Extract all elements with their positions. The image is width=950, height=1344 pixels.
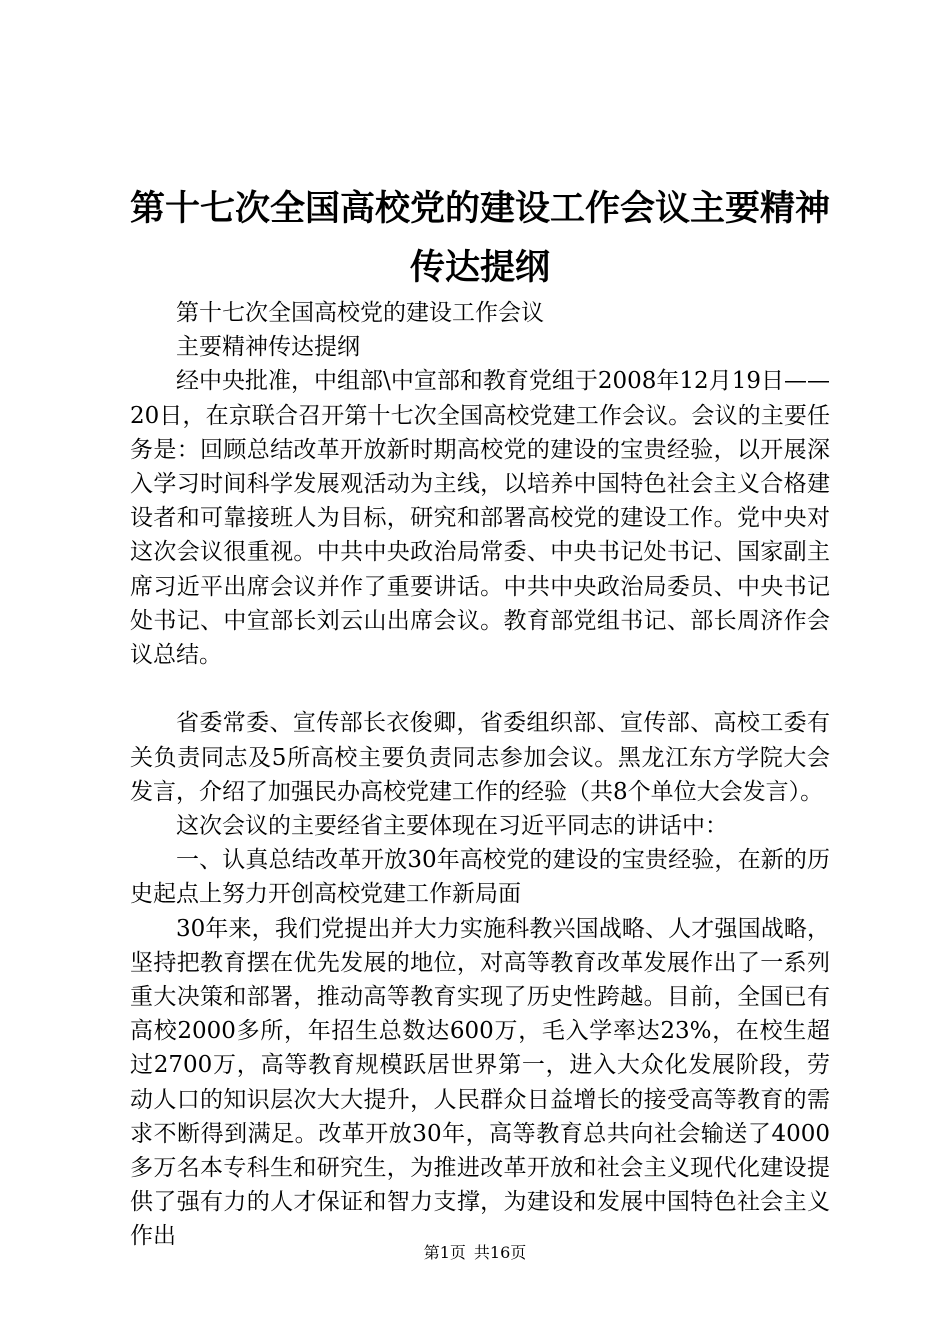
body-paragraph: 主要精神传达提纲: [176, 334, 360, 361]
page-footer: [0, 1242, 950, 1264]
page-number-current: 第1页: [423, 1243, 466, 1262]
body-paragraph: 省委常委、宣传部长衣俊卿，省委组织部、宣传部、高校工委有关负责同志及5所高校主要负责同志参加会议。黑龙江东方学院大会发言，介绍了加强民办高校党建工作的经验（共8个单位大会发言）。: [130, 710, 830, 805]
body-paragraph: 经中央批准，中组部\中宣部和教育党组于2008年12月19日——20日，在京联合召开第十七次全国高校党建工作会议。会议的主要任务是：回顾总结改革开放新时期高校党的建设的宝贵经验，以开展深入学习时间科学发展观活动为主线，以培养中国特色社会主义合格建设者和可靠接班人为目标，研究和部署高校党的建设工作。党中央对这次会议很重视。中共中央政治局常委、中央书记处书记、国家副主席习近平出席会议并作了重要讲话。中共中央政治局委员、中央书记处书记、中宣部长刘云山出席会议。教育部党组书记、部长周济作会议总结。: [130, 368, 830, 669]
section-heading: 一、认真总结改革开放30年高校党的建设的宝贵经验，在新的历史起点上努力开创高校党建工作新局面: [130, 847, 830, 908]
document-title-line-1: 第十七次全国高校党的建设工作会议主要精神: [129, 189, 830, 229]
blank-line: [130, 672, 830, 706]
body-paragraph: 30年来，我们党提出并大力实施科教兴国战略、人才强国战略，坚持把教育摆在优先发展的地位，对高等教育改革发展作出了一系列重大决策和部署，推动高等教育实现了历史性跨越。目前，全国已有高校2000多所，年招生总数达600万，毛入学率达23%，在校生超过2700万，高等教育规模跃居世界第一，进入大众化发展阶段，劳动人口的知识层次大大提升，人民群众日益增长的接受高等教育的需求不断得到满足。改革开放30年，高等教育总共向社会输送了4000多万名本专科生和研究生，为推进改革开放和社会主义现代化建设提供了强有力的人才保证和智力支撑，为建设和发展中国特色社会主义作出: [130, 915, 830, 1250]
document-body: [130, 296, 830, 1254]
document-title-line-2: 传达提纲: [409, 248, 550, 288]
page-number-total: 共16页: [473, 1243, 527, 1262]
body-paragraph: 这次会议的主要经省主要体现在习近平同志的讲话中：: [176, 813, 728, 840]
body-paragraph: 第十七次全国高校党的建设工作会议: [176, 300, 544, 326]
